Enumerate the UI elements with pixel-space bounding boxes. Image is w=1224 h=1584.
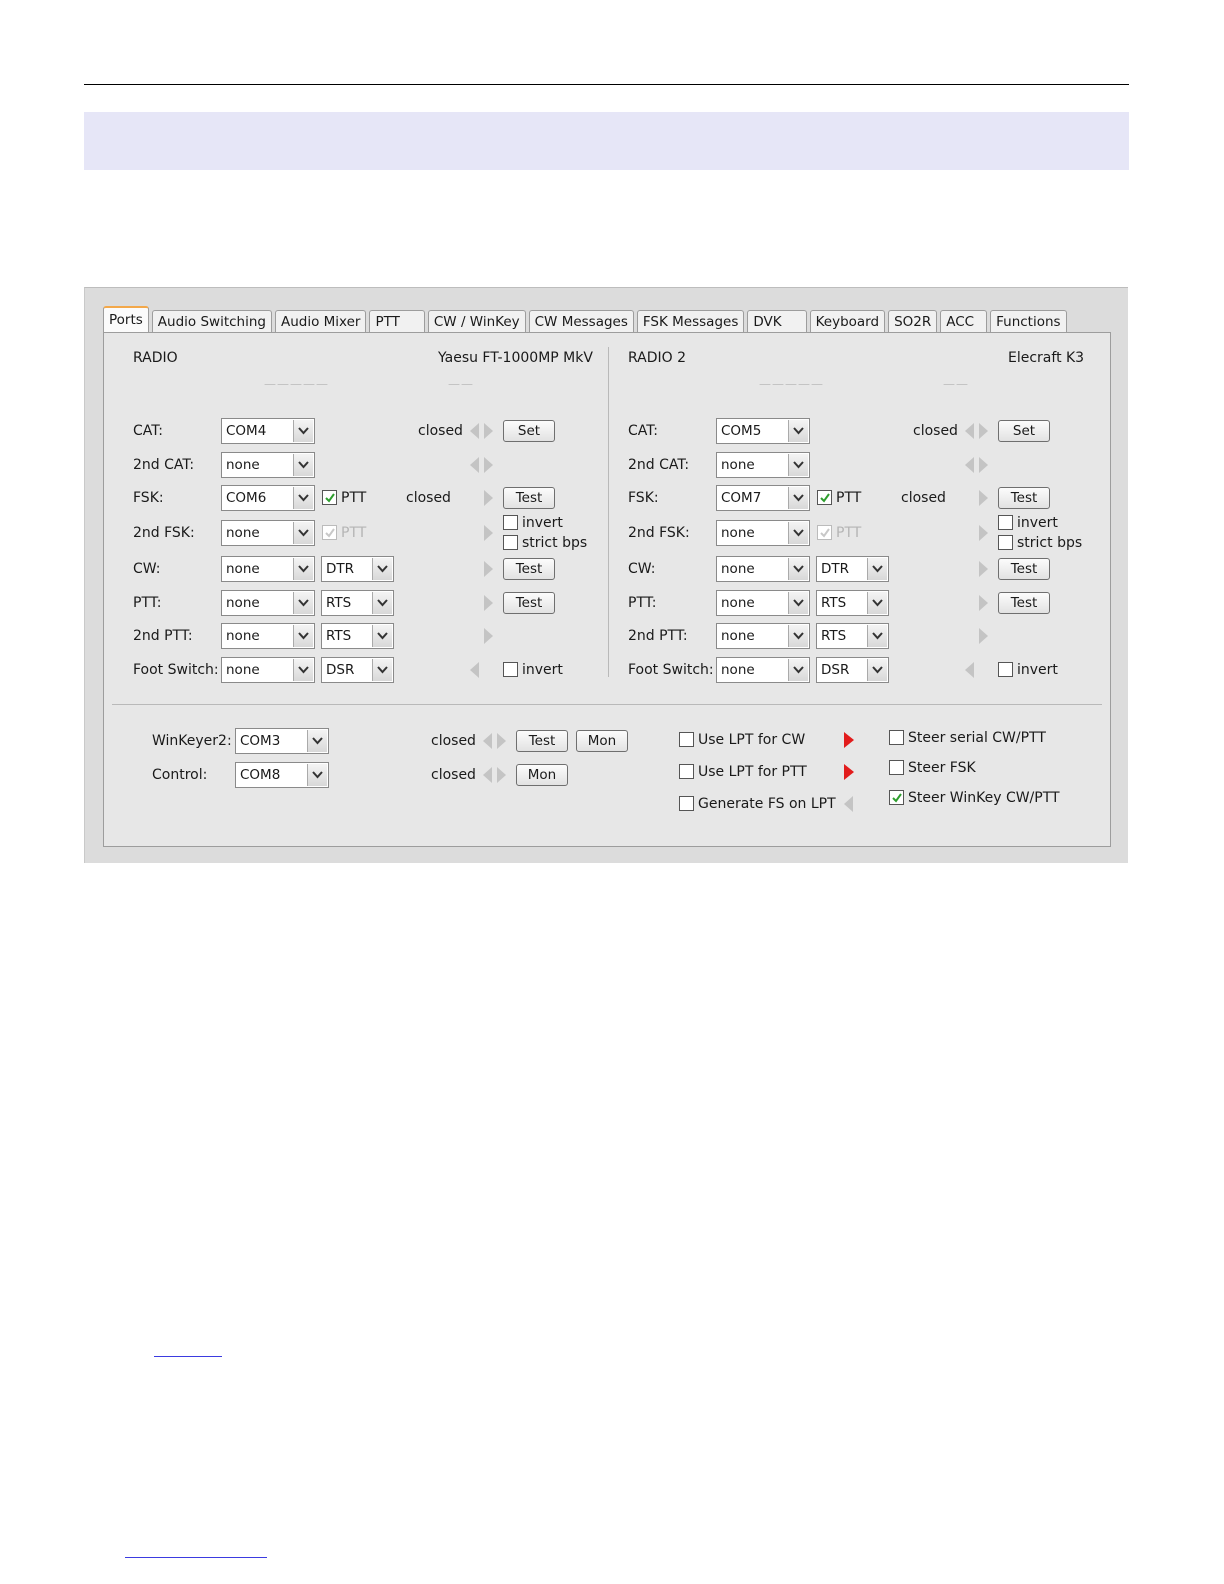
- radio1-fsk2-ptt-checkbox: [322, 525, 337, 540]
- winkeyer-indicator-icon: [481, 731, 509, 751]
- generate-fs-lpt-checkbox[interactable]: [679, 796, 694, 811]
- radio2-fsk-port-select[interactable]: COM7: [716, 485, 810, 511]
- use-lpt-cw-checkbox[interactable]: [679, 732, 694, 747]
- generate-fs-lpt-label: Generate FS on LPT: [698, 796, 836, 812]
- radio2-ptt-test-button[interactable]: Test: [998, 592, 1050, 614]
- radio2-cat-port-select[interactable]: COM5: [716, 418, 810, 444]
- radio1-ptt2-indicator-icon: [482, 626, 496, 646]
- chevron-down-icon: [293, 487, 313, 509]
- radio2-fsk-ptt-label: PTT: [836, 490, 862, 506]
- chevron-down-icon: [293, 592, 313, 614]
- tab-dvk[interactable]: DVK: [747, 310, 806, 332]
- chevron-down-icon: [788, 454, 808, 476]
- tab-bar: [103, 306, 1070, 332]
- radio1-cat2-port-select[interactable]: none: [221, 452, 315, 478]
- radio1-strict-bps-label: strict bps: [522, 535, 588, 551]
- chevron-down-icon: [788, 659, 808, 681]
- radio2-ptt-line-select[interactable]: RTS: [816, 590, 889, 616]
- radio2-fsk2-ptt-label: PTT: [836, 525, 862, 541]
- tab-ptt[interactable]: PTT: [369, 310, 424, 332]
- winkeyer-mon-button[interactable]: Mon: [576, 730, 628, 752]
- steer-fsk-label: Steer FSK: [908, 760, 976, 776]
- winkeyer-port-select[interactable]: COM3: [235, 728, 329, 754]
- radio1-fsk-port-select[interactable]: COM6: [221, 485, 315, 511]
- radio1-fsk2-label: 2nd FSK:: [133, 525, 195, 541]
- chevron-down-icon: [867, 558, 887, 580]
- radio1-cw-test-button[interactable]: Test: [503, 558, 555, 580]
- radio2-cat-label: CAT:: [628, 423, 658, 439]
- radio2-frequency-placeholder: —————: [759, 377, 824, 391]
- radio2-foot-invert-checkbox[interactable]: [998, 662, 1013, 677]
- radio1-cat-label: CAT:: [133, 423, 163, 439]
- chevron-down-icon: [293, 659, 313, 681]
- radio2-cat2-label: 2nd CAT:: [628, 457, 690, 473]
- radio1-cw-line-select[interactable]: DTR: [321, 556, 394, 582]
- configurer-window: [84, 287, 1128, 863]
- radio1-strict-bps-checkbox[interactable]: [503, 535, 518, 550]
- tab-audio-mixer[interactable]: Audio Mixer: [275, 310, 367, 332]
- footer-link-underline[interactable]: [125, 1557, 267, 1558]
- lpt-cw-indicator-icon: [842, 730, 856, 750]
- radio1-fsk-invert-label: invert: [522, 515, 563, 531]
- radio1-model: Yaesu FT-1000MP MkV: [438, 350, 593, 366]
- radio1-fsk-ptt-label: PTT: [341, 490, 367, 506]
- radio2-fsk-status: closed: [901, 490, 946, 506]
- chevron-down-icon: [788, 522, 808, 544]
- tab-functions[interactable]: Functions: [990, 310, 1066, 332]
- chevron-down-icon: [788, 487, 808, 509]
- radio1-fsk-indicator-icon: [482, 488, 496, 508]
- radio1-cat-status: closed: [418, 423, 463, 439]
- steer-fsk-checkbox[interactable]: [889, 760, 904, 775]
- radio2-cat2-indicator-icon: [963, 455, 991, 475]
- radio1-frequency-placeholder: —————: [264, 377, 329, 391]
- radio1-cat-port-select[interactable]: COM4: [221, 418, 315, 444]
- radio1-fsk-status: closed: [406, 490, 451, 506]
- control-label: Control:: [152, 767, 208, 783]
- radio1-ptt2-port-select[interactable]: none: [221, 623, 315, 649]
- radio2-foot-invert-label: invert: [1017, 662, 1058, 678]
- radio2-mode-placeholder: ——: [943, 377, 969, 391]
- radio2-fsk-test-button[interactable]: Test: [998, 487, 1050, 509]
- lpt-fs-indicator-icon: [842, 794, 856, 814]
- footnote-link-underline[interactable]: [154, 1356, 222, 1357]
- tab-acc[interactable]: ACC: [940, 310, 987, 332]
- radio1-foot-line-select[interactable]: DSR: [321, 657, 394, 683]
- radio2-ptt-indicator-icon: [977, 593, 991, 613]
- radio2-cat-status: closed: [913, 423, 958, 439]
- radio2-fsk2-ptt-checkbox: [817, 525, 832, 540]
- radio2-heading: RADIO 2: [628, 350, 687, 366]
- chevron-down-icon: [293, 558, 313, 580]
- tab-keyboard[interactable]: Keyboard: [810, 310, 885, 332]
- control-mon-button[interactable]: Mon: [516, 764, 568, 786]
- radio2-foot-indicator-icon: [963, 660, 977, 680]
- winkeyer-test-button[interactable]: Test: [516, 730, 568, 752]
- radio1-foot-invert-checkbox[interactable]: [503, 662, 518, 677]
- ports-panel: [103, 332, 1111, 847]
- radio1-foot-port-select[interactable]: none: [221, 657, 315, 683]
- radio2-fsk-invert-checkbox[interactable]: [998, 515, 1013, 530]
- tab-cw-winkey[interactable]: CW / WinKey: [428, 310, 526, 332]
- chevron-down-icon: [788, 592, 808, 614]
- section-banner: [84, 112, 1129, 170]
- control-port-select[interactable]: COM8: [235, 762, 329, 788]
- radio1-fsk-ptt-checkbox[interactable]: [322, 490, 337, 505]
- radio2-fsk-ptt-checkbox[interactable]: [817, 490, 832, 505]
- use-lpt-ptt-checkbox[interactable]: [679, 764, 694, 779]
- radio-divider: [608, 347, 609, 677]
- radio2-ptt2-indicator-icon: [977, 626, 991, 646]
- radio1-ptt-port-select[interactable]: none: [221, 590, 315, 616]
- radio2-fsk-invert-label: invert: [1017, 515, 1058, 531]
- radio1-cat2-indicator-icon: [468, 455, 496, 475]
- chevron-down-icon: [307, 730, 327, 752]
- radio2-foot-line-select[interactable]: DSR: [816, 657, 889, 683]
- radio1-foot-indicator-icon: [468, 660, 482, 680]
- chevron-down-icon: [293, 420, 313, 442]
- radio1-fsk-invert-checkbox[interactable]: [503, 515, 518, 530]
- radio1-ptt-label: PTT:: [133, 595, 162, 611]
- radio2-ptt-port-select[interactable]: none: [716, 590, 810, 616]
- radio1-fsk-label: FSK:: [133, 490, 164, 506]
- control-status: closed: [431, 767, 476, 783]
- winkeyer-status: closed: [431, 733, 476, 749]
- radio1-mode-placeholder: ——: [448, 377, 474, 391]
- radio1-ptt2-label: 2nd PTT:: [133, 628, 193, 644]
- radio1-foot-invert-label: invert: [522, 662, 563, 678]
- radio2-fsk2-indicator-icon: [977, 523, 991, 543]
- chevron-down-icon: [293, 522, 313, 544]
- tab-so2r[interactable]: SO2R: [888, 310, 937, 332]
- radio2-strict-bps-checkbox[interactable]: [998, 535, 1013, 550]
- radio2-ptt2-label: 2nd PTT:: [628, 628, 688, 644]
- steer-winkey-label: Steer WinKey CW/PTT: [908, 790, 1060, 806]
- radio2-cat2-port-select[interactable]: none: [716, 452, 810, 478]
- steer-serial-checkbox[interactable]: [889, 730, 904, 745]
- chevron-down-icon: [788, 558, 808, 580]
- chevron-down-icon: [867, 625, 887, 647]
- radio2-strict-bps-label: strict bps: [1017, 535, 1083, 551]
- radio2-cw-port-select[interactable]: none: [716, 556, 810, 582]
- chevron-down-icon: [867, 659, 887, 681]
- chevron-down-icon: [867, 592, 887, 614]
- use-lpt-cw-label: Use LPT for CW: [698, 732, 806, 748]
- radio1-cat-indicator-icon: [468, 421, 496, 441]
- radio2-foot-port-select[interactable]: none: [716, 657, 810, 683]
- radio2-ptt2-line-select[interactable]: RTS: [816, 623, 889, 649]
- chevron-down-icon: [372, 592, 392, 614]
- steer-winkey-checkbox[interactable]: [889, 790, 904, 805]
- radio2-fsk-label: FSK:: [628, 490, 659, 506]
- chevron-down-icon: [293, 454, 313, 476]
- chevron-down-icon: [372, 558, 392, 580]
- radio1-heading: RADIO: [133, 350, 178, 366]
- use-lpt-ptt-label: Use LPT for PTT: [698, 764, 807, 780]
- radio2-cw-test-button[interactable]: Test: [998, 558, 1050, 580]
- steer-serial-label: Steer serial CW/PTT: [908, 730, 1046, 746]
- radio1-fsk2-ptt-label: PTT: [341, 525, 367, 541]
- radio2-foot-label: Foot Switch:: [628, 662, 714, 678]
- radio1-cat-set-button[interactable]: Set: [503, 420, 555, 442]
- chevron-down-icon: [372, 659, 392, 681]
- radio1-ptt-test-button[interactable]: Test: [503, 592, 555, 614]
- tab-fsk-messages[interactable]: FSK Messages: [637, 310, 744, 332]
- control-indicator-icon: [481, 765, 509, 785]
- radio1-fsk-test-button[interactable]: Test: [503, 487, 555, 509]
- radio1-ptt-indicator-icon: [482, 593, 496, 613]
- tab-audio-switching[interactable]: Audio Switching: [152, 310, 272, 332]
- radio2-model: Elecraft K3: [1008, 350, 1085, 366]
- tab-cw-messages[interactable]: CW Messages: [529, 310, 634, 332]
- radio1-ptt-line-select[interactable]: RTS: [321, 590, 394, 616]
- section-divider: [112, 704, 1102, 705]
- radio2-ptt2-port-select[interactable]: none: [716, 623, 810, 649]
- radio2-cw-line-select[interactable]: DTR: [816, 556, 889, 582]
- page-top-rule: [84, 84, 1129, 85]
- radio2-ptt-label: PTT:: [628, 595, 657, 611]
- radio2-fsk2-label: 2nd FSK:: [628, 525, 690, 541]
- chevron-down-icon: [788, 625, 808, 647]
- tab-ports[interactable]: Ports: [103, 306, 149, 332]
- radio1-cw-indicator-icon: [482, 559, 496, 579]
- radio1-cat2-label: 2nd CAT:: [133, 457, 195, 473]
- radio2-fsk-indicator-icon: [977, 488, 991, 508]
- radio1-fsk2-port-select[interactable]: none: [221, 520, 315, 546]
- radio1-ptt2-line-select[interactable]: RTS: [321, 623, 394, 649]
- radio2-fsk2-port-select[interactable]: none: [716, 520, 810, 546]
- radio1-cw-port-select[interactable]: none: [221, 556, 315, 582]
- radio2-cw-indicator-icon: [977, 559, 991, 579]
- chevron-down-icon: [788, 420, 808, 442]
- radio2-cat-indicator-icon: [963, 421, 991, 441]
- radio2-cat-set-button[interactable]: Set: [998, 420, 1050, 442]
- radio1-cw-label: CW:: [133, 561, 161, 577]
- chevron-down-icon: [293, 625, 313, 647]
- radio1-fsk2-indicator-icon: [482, 523, 496, 543]
- lpt-ptt-indicator-icon: [842, 762, 856, 782]
- chevron-down-icon: [307, 764, 327, 786]
- radio2-cw-label: CW:: [628, 561, 656, 577]
- chevron-down-icon: [372, 625, 392, 647]
- radio1-foot-label: Foot Switch:: [133, 662, 219, 678]
- winkeyer-label: WinKeyer2:: [152, 733, 232, 749]
